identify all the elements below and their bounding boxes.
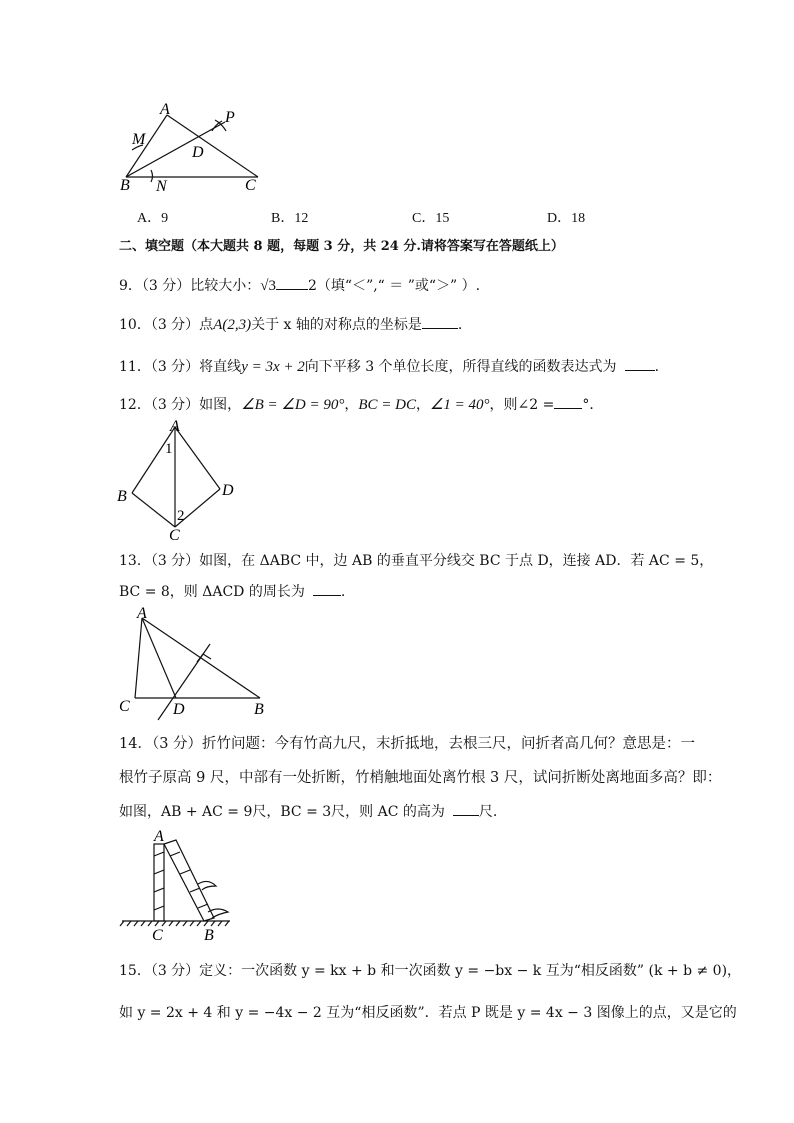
segment-ab xyxy=(132,427,175,493)
q11-answer-blank[interactable] xyxy=(625,356,655,371)
label-angle-2: 2 xyxy=(177,508,185,524)
q9-number: 9． xyxy=(119,278,142,294)
figure-q12 xyxy=(112,417,242,545)
q14-line3-text: 如图，AB + AC = 9尺，BC = 3尺，则 AC 的高为 xyxy=(119,804,445,820)
question-10 xyxy=(119,314,462,335)
option-c[interactable]: C．15 xyxy=(412,211,450,226)
question-14-line2: 根竹子原高 9 尺，中部有一处折断，竹梢触地面处离竹根 3 尺，试问折断处离地面多高？即： xyxy=(119,770,722,786)
label-c: C xyxy=(152,927,163,944)
bamboo-fallen xyxy=(164,840,214,921)
bamboo-leaf-1 xyxy=(198,881,216,890)
label-a: A xyxy=(170,418,180,435)
q12-cond1: ∠B = ∠D = 90° xyxy=(241,397,345,413)
q10-answer-blank[interactable] xyxy=(422,314,458,329)
figure-q13 xyxy=(110,604,280,724)
option-d[interactable]: D．18 xyxy=(547,211,586,226)
label-c: C xyxy=(245,177,256,194)
option-b[interactable]: B．12 xyxy=(271,211,309,226)
label-d: D xyxy=(222,482,234,499)
q12-number: 12． xyxy=(119,397,151,413)
label-d: D xyxy=(173,701,185,718)
label-n: N xyxy=(156,178,167,195)
question-13-line1: 13．（3 分）如图，在 ΔABC 中，边 AB 的垂直平分线交 BC 于点 D，连接 AD．若 AC = 5， xyxy=(119,553,714,569)
q12-unit: °． xyxy=(582,397,604,413)
section-title: 二、填空题（本大题共 8 题，每题 3 分，共 24 分.请将答案写在答题纸上） xyxy=(119,239,564,254)
q10-point: A(2,3) xyxy=(213,317,252,333)
bamboo-fallen-nodes xyxy=(170,852,208,908)
q12-prompt: （3 分）如图， xyxy=(150,397,242,413)
figure-q14 xyxy=(118,826,238,946)
q13-end: . xyxy=(340,584,346,600)
question-13-line2 xyxy=(119,581,345,602)
q10-tail: 关于 x 轴的对称点的坐标是 xyxy=(251,317,422,333)
question-9 xyxy=(119,275,480,296)
question-14-line3 xyxy=(119,801,497,822)
segment-ac xyxy=(135,618,142,698)
q11-prompt: （3 分）将直线 xyxy=(150,359,242,375)
q9-sqrt3: √3 xyxy=(260,278,277,294)
question-11 xyxy=(119,356,659,377)
label-angle-1: 1 xyxy=(165,441,173,457)
label-c: C xyxy=(169,527,180,544)
label-b: B xyxy=(120,177,130,194)
figure-angle-bisector xyxy=(110,100,280,195)
q12-answer-blank[interactable] xyxy=(554,394,582,409)
label-c: C xyxy=(119,698,130,715)
q13-answer-blank[interactable] xyxy=(313,581,341,596)
label-d: D xyxy=(192,144,204,161)
question-15-line2: 如 y = 2x + 4 和 y = −4x − 2 互为“相反函数”．若点 P 既是 y = 4x − 3 图像上的点，又是它的 xyxy=(119,1005,737,1021)
q13-line2-text: BC = 8，则 ΔACD 的周长为 xyxy=(119,584,305,600)
q9-answer-blank[interactable] xyxy=(276,275,308,290)
label-m: M xyxy=(132,131,146,148)
q10-end: . xyxy=(457,317,463,333)
option-a[interactable]: A．9 xyxy=(137,211,169,226)
label-b: B xyxy=(117,488,127,505)
question-15-line1: 15．（3 分）定义：一次函数 y = kx + b 和一次函数 y = −bx − k 互为“相反函数” (k + b ≠ 0)， xyxy=(119,963,742,979)
label-b: B xyxy=(204,927,214,944)
q11-end: . xyxy=(654,359,660,375)
segment-bc xyxy=(132,493,175,527)
q9-tail: 2（填“＜”,“ ＝ ”或“＞” ）. xyxy=(308,278,481,294)
q12-cond3: ∠1 = 40° xyxy=(429,397,490,413)
label-a: A xyxy=(154,828,164,845)
q11-expr: y = 3x + 2 xyxy=(241,359,305,375)
q14-answer-blank[interactable] xyxy=(453,801,479,816)
label-p: P xyxy=(225,109,235,126)
question-14-line1: 14．（3 分）折竹问题：今有竹高九尺，末折抵地，去根三尺，问折者高几何？意思是：一 xyxy=(119,736,696,752)
label-a: A xyxy=(137,605,147,622)
label-b: B xyxy=(254,701,264,718)
q12-cond2: BC = DC xyxy=(358,397,416,413)
segment-ad xyxy=(175,427,220,489)
q9-prompt: （3 分）比较大小： xyxy=(141,278,261,294)
question-12: 12．（3 分）如图，∠B = ∠D = 90°，BC = DC，∠1 = 40°，则∠2 = °． xyxy=(119,394,603,415)
q14-end: 尺. xyxy=(478,804,498,820)
bamboo-leaf-2 xyxy=(208,909,228,918)
ground-hatching xyxy=(120,921,229,926)
q11-number: 11． xyxy=(119,359,151,375)
q10-prompt: （3 分）点 xyxy=(150,317,214,333)
q11-tail: 向下平移 3 个单位长度，所得直线的函数表达式为 xyxy=(304,359,617,375)
label-a: A xyxy=(160,101,170,118)
q12-ask: 则∠2 = xyxy=(503,397,555,413)
q10-number: 10． xyxy=(119,317,151,333)
arc-n xyxy=(151,170,153,182)
bamboo-nodes xyxy=(154,852,164,910)
